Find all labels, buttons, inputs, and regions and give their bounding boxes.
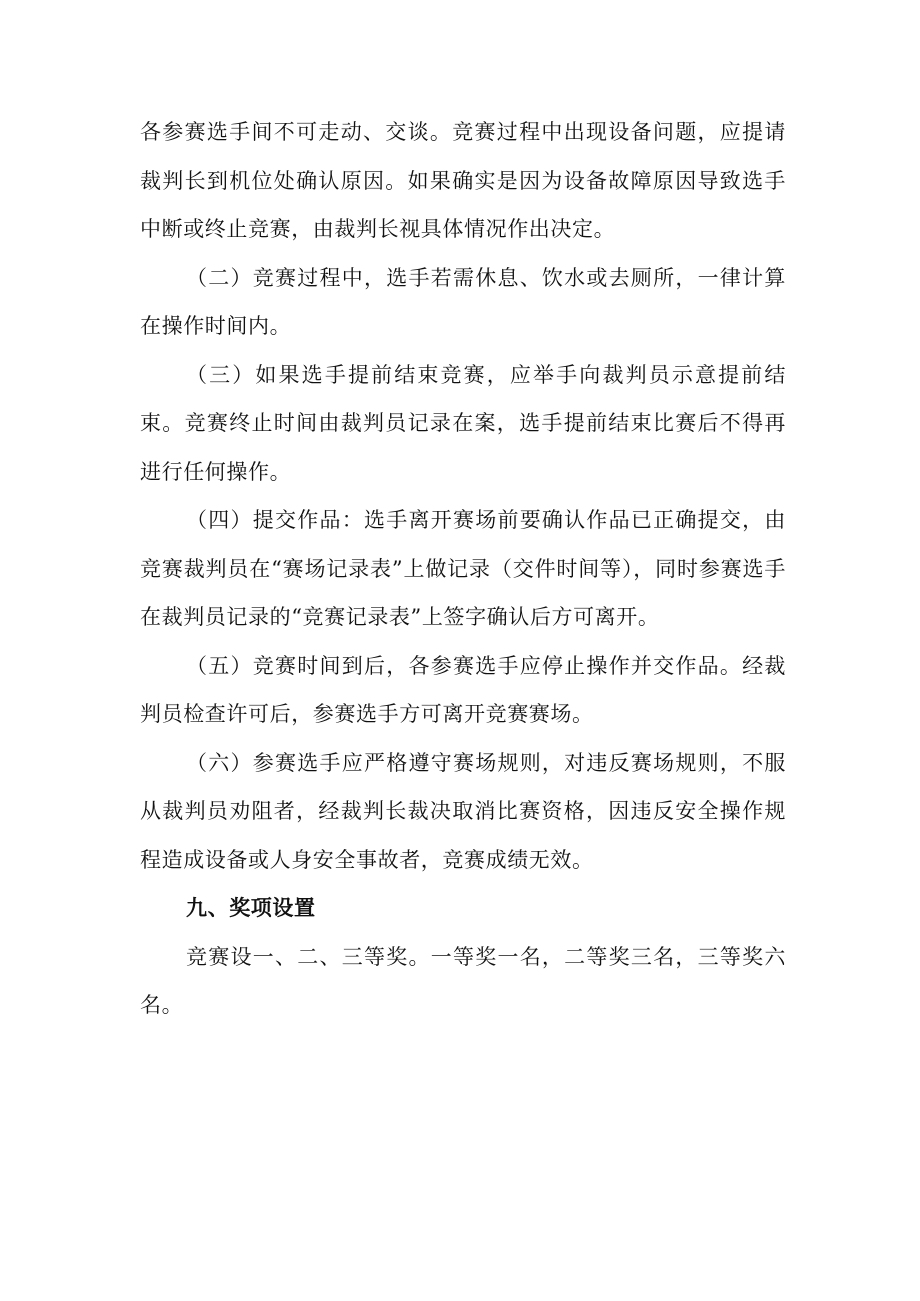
document-page [140,108,786,1030]
paragraph-continuation: 各参赛选手间不可走动、交谈。竞赛过程中出现设备问题，应提请裁判长到机位处确认原因。如果确实是因为设备故障原因导致选手中断或终止竞赛，由裁判长视具体情况作出决定。 [140,120,786,241]
paragraph-item-2: （二）竞赛过程中，选手若需休息、饮水或去厕所，一律计算在操作时间内。 [140,265,786,338]
paragraph-item-3: （三）如果选手提前结束竞赛，应举手向裁判员示意提前结束。竞赛终止时间由裁判员记录在案，选手提前结束比赛后不得再进行任何操作。 [140,362,786,484]
paragraph-item-5: （五）竞赛时间到后，各参赛选手应停止操作并交作品。经裁判员检查许可后，参赛选手方可离开竞赛赛场。 [140,653,786,726]
paragraph-item-4: （四）提交作品：选手离开赛场前要确认作品已正确提交，由竞赛裁判员在“赛场记录表”上做记录（交件时间等），同时参赛选手在裁判员记录的“竞赛记录表”上签字确认后方可离开。 [140,508,786,629]
paragraph-awards: 竞赛设一、二、三等奖。一等奖一名，二等奖三名，三等奖六名。 [140,944,786,1017]
section-heading-awards: 九、奖项设置 [186,895,316,920]
paragraph-item-6: （六）参赛选手应严格遵守赛场规则，对违反赛场规则，不服从裁判员劝阻者，经裁判长裁决取消比赛资格，因违反安全操作规程造成设备或人身安全事故者，竞赛成绩无效。 [140,750,786,872]
